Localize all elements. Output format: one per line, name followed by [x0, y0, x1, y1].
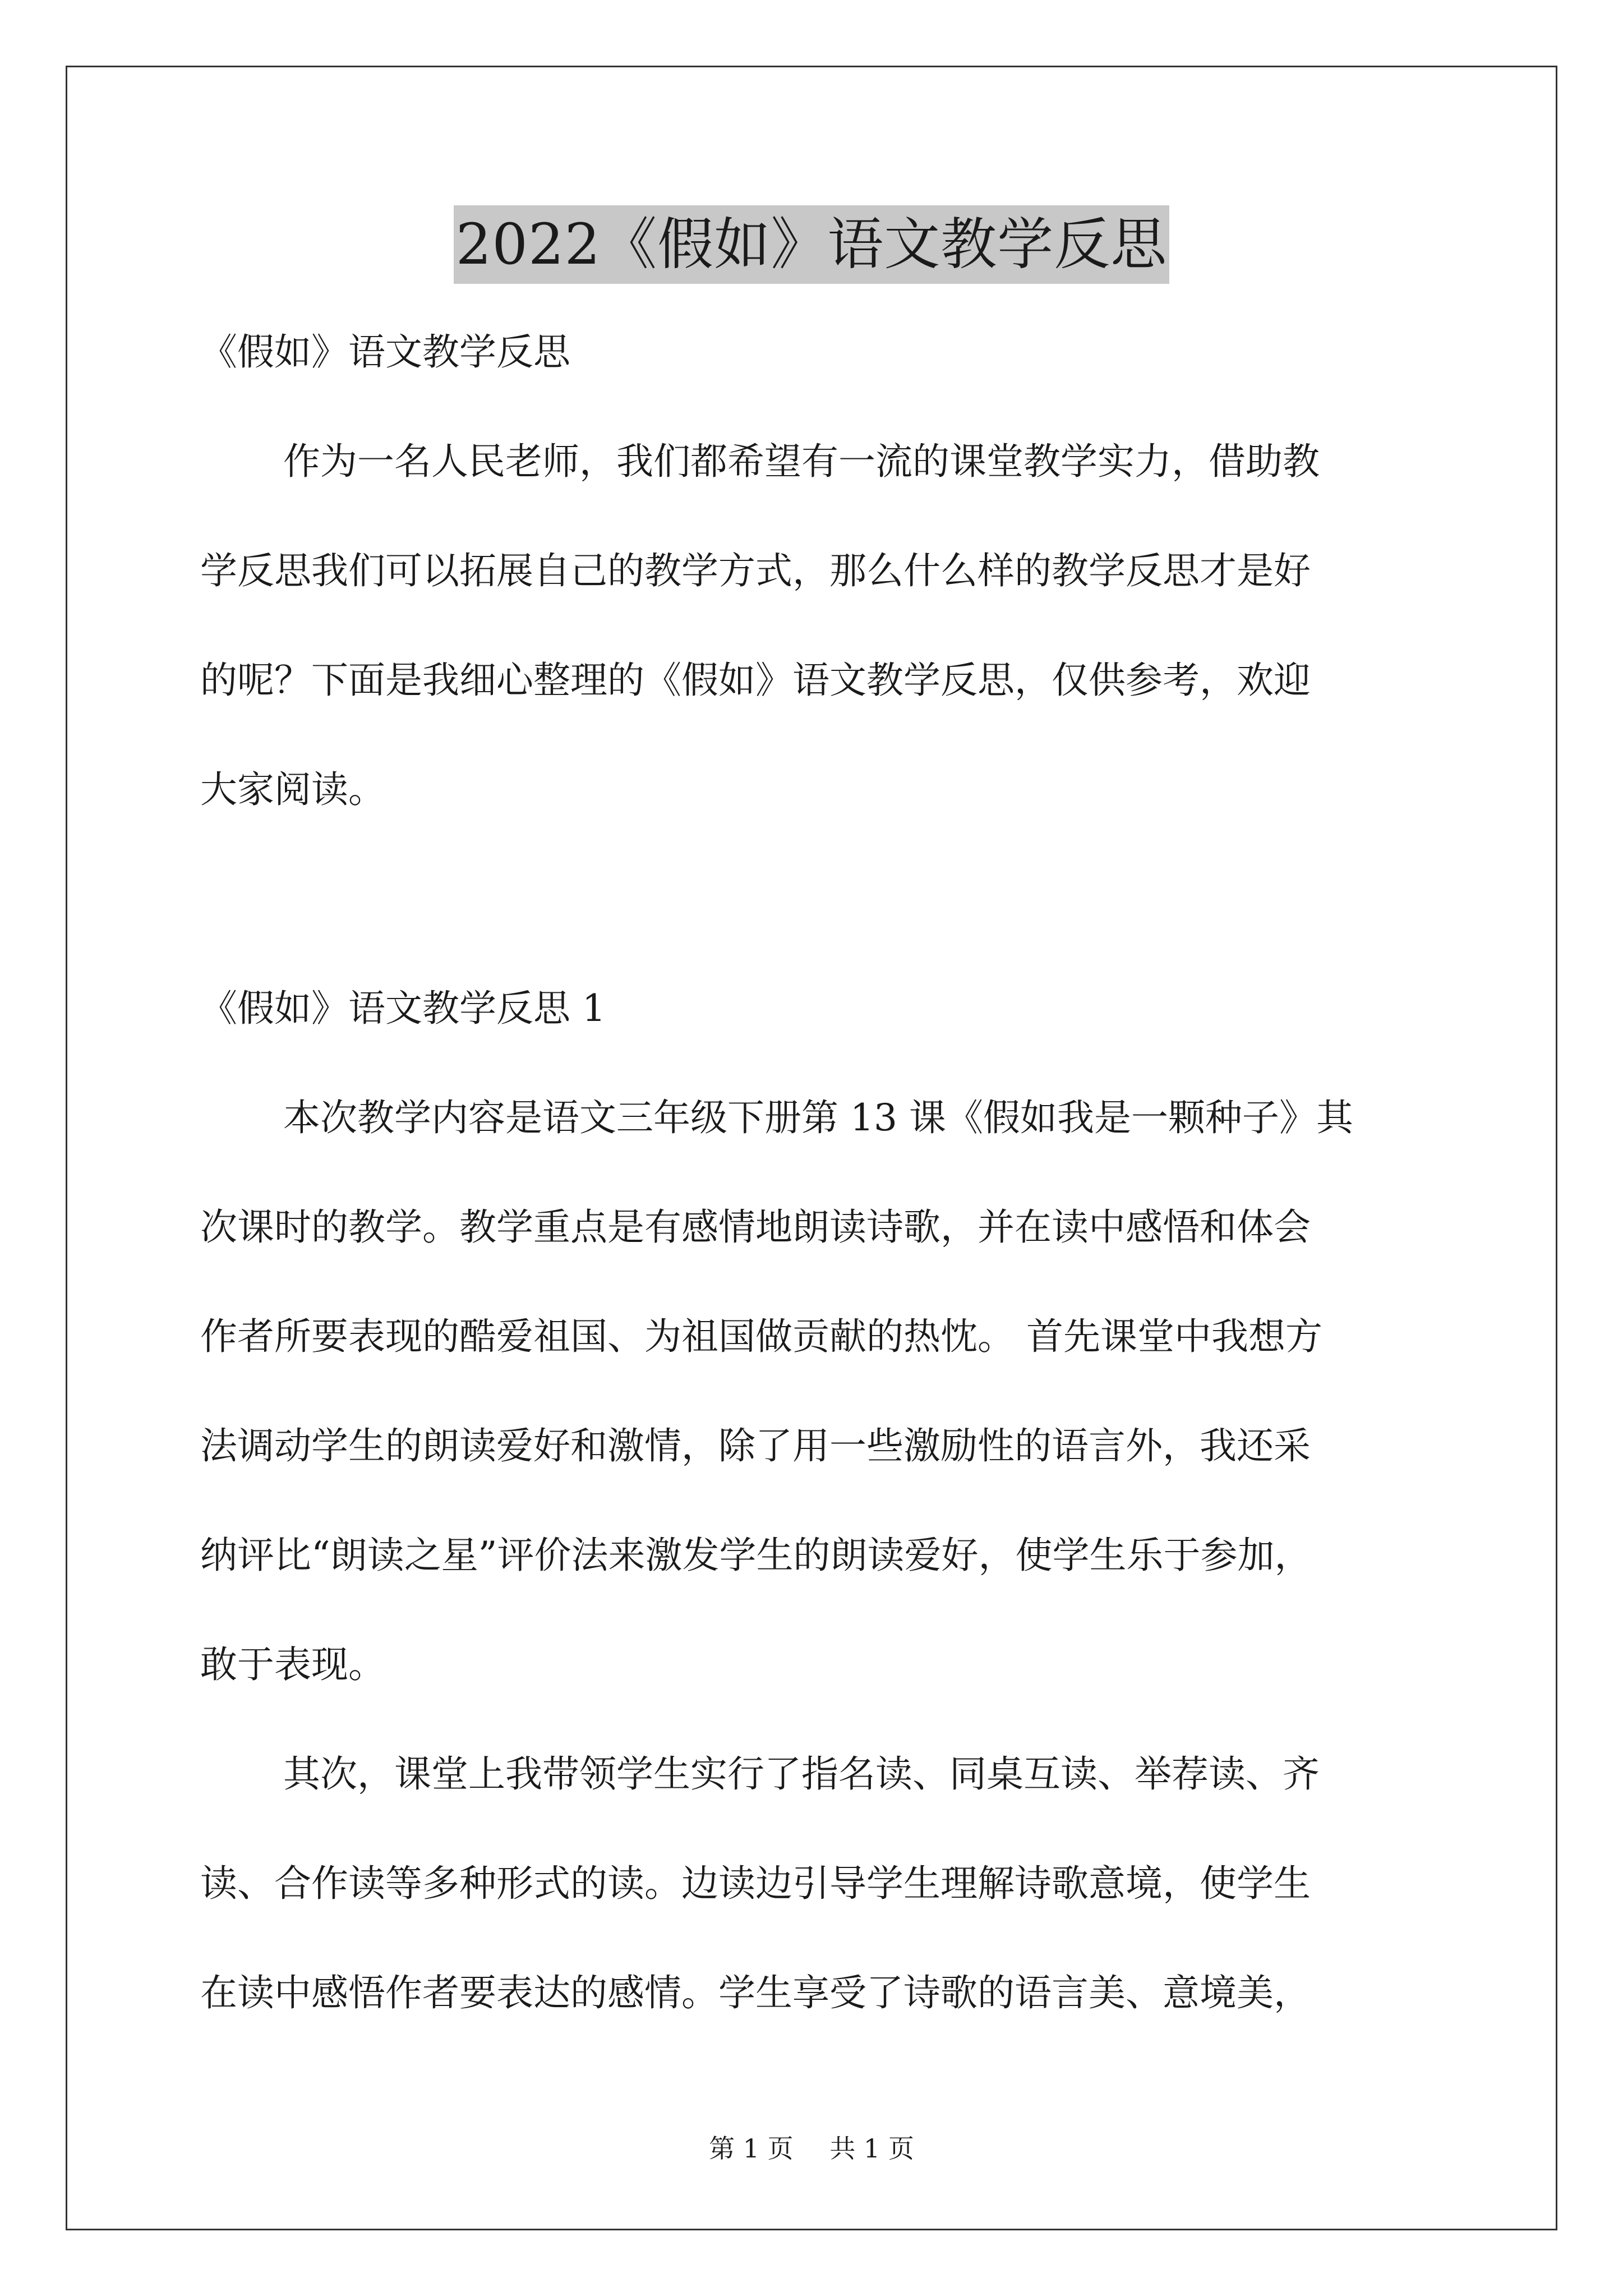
intro-line-3: 的呢？下面是我细心整理的《假如》语文教学反思，仅供参考，欢迎	[200, 659, 1311, 702]
paragraph2-line-3: 在读中感悟作者要表达的感情。学生享受了诗歌的语言美、意境美，	[200, 1971, 1311, 2014]
document-title: 2022《假如》语文教学反思	[454, 205, 1170, 284]
paragraph1-line-1: 本次教学内容是语文三年级下册第 13 课《假如我是一颗种子》其	[283, 1096, 1353, 1139]
section-heading: 《假如》语文教学反思 1	[200, 987, 606, 1030]
subtitle: 《假如》语文教学反思	[200, 330, 570, 374]
page-footer	[0, 2132, 1623, 2165]
paragraph1-line-4: 法调动学生的朗读爱好和激情，除了用一些激励性的语言外，我还采	[200, 1424, 1311, 1467]
paragraph2-line-2: 读、合作读等多种形式的读。边读边引导学生理解诗歌意境，使学生	[200, 1862, 1311, 1905]
page-count: 共 1 页	[829, 2133, 914, 2164]
paragraph1-line-3: 作者所要表现的酷爱祖国、为祖国做贡献的热忱。 首先课堂中我想方	[200, 1315, 1322, 1358]
intro-line-2: 学反思我们可以拓展自己的教学方式，那么什么样的教学反思才是好	[200, 549, 1311, 592]
paragraph1-line-2: 次课时的教学。教学重点是有感情地朗读诗歌，并在读中感悟和体会	[200, 1205, 1311, 1249]
paragraph2-line-1: 其次，课堂上我带领学生实行了指名读、同桌互读、举荐读、齐	[283, 1752, 1320, 1796]
document-body	[200, 297, 1434, 2047]
intro-line-4: 大家阅读。	[200, 768, 385, 811]
paragraph1-line-5: 纳评比“朗读之星”评价法来激发学生的朗读爱好，使学生乐于参加，	[200, 1534, 1312, 1577]
page-number: 第 1 页	[709, 2133, 794, 2164]
paragraph1-line-6: 敢于表现。	[200, 1643, 385, 1686]
title-container	[0, 205, 1623, 284]
intro-line-1: 作为一名人民老师，我们都希望有一流的课堂教学实力，借助教	[283, 440, 1320, 483]
